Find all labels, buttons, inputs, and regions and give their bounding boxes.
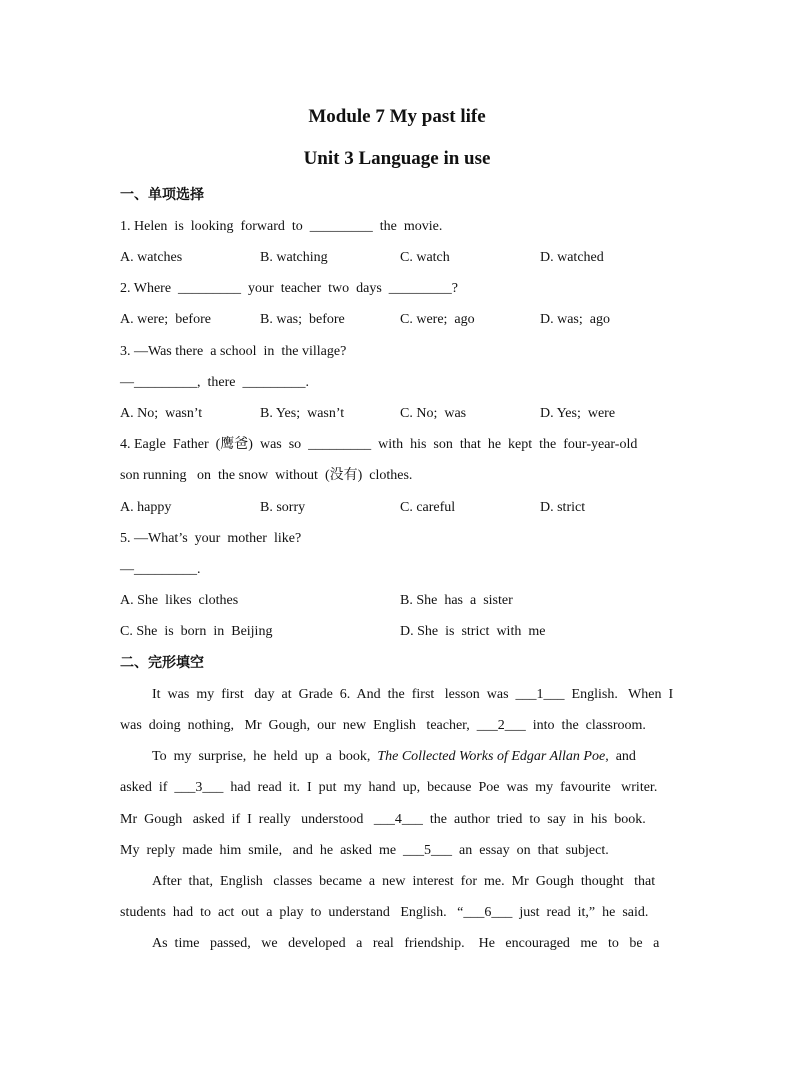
page-title: Module 7 My past life: [308, 106, 486, 127]
section-heading-cloze: 二、完形填空: [120, 655, 204, 671]
cloze-p2-line-2: asked if ___3___ had read it. I put my hand up, because Poe was my favourite writer.: [120, 780, 658, 795]
book-title: The Collected Works of Edgar Allan Poe: [377, 749, 606, 764]
question-2: 2. Where _________ your teacher two days _________?: [120, 281, 458, 296]
q2-option-b: B. was; before: [260, 312, 345, 327]
q2-option-d: D. was; ago: [540, 312, 610, 327]
cloze-p1-line-2: was doing nothing, Mr Gough, our new English teacher, ___2___ into the classroom.: [120, 718, 646, 733]
q4-option-a: A. happy: [120, 500, 172, 515]
q1-option-b: B. watching: [260, 250, 328, 265]
question-5-answer-line: —_________.: [120, 562, 201, 577]
cloze-p1-line-1: It was my first day at Grade 6. And the first lesson was ___1___ English. When I: [152, 687, 674, 702]
question-4-continued: son running on the snow without (没有) clothes.: [120, 468, 413, 483]
cloze-p2-text-b: , and: [605, 749, 636, 764]
cloze-p4-line-1: As time passed, we developed a real friendship. He encouraged me to be a: [152, 936, 660, 951]
cloze-p2-line-1: [152, 748, 636, 766]
question-1: 1. Helen is looking forward to _________ the movie.: [120, 219, 443, 234]
question-4: 4. Eagle Father (鹰爸) was so _________ with his son that he kept the four-year-old: [120, 437, 638, 452]
page-subtitle: Unit 3 Language in use: [303, 148, 491, 169]
question-3-answer-line: —_________, there _________.: [120, 375, 309, 390]
q3-option-d: D. Yes; were: [540, 406, 616, 421]
q4-option-c: C. careful: [400, 500, 456, 515]
cloze-p2-line-4: My reply made him smile, and he asked me ___5___ an essay on that subject.: [120, 843, 609, 858]
cloze-p2-line-3: Mr Gough asked if I really understood ___4___ the author tried to say in his book.: [120, 812, 646, 827]
cloze-p2-text-a: To my surprise, he held up a book,: [152, 749, 378, 764]
section-heading-multiple-choice: 一、单项选择: [120, 187, 204, 203]
q1-option-c: C. watch: [400, 250, 450, 265]
q5-option-c: C. She is born in Beijing: [120, 624, 273, 639]
q5-option-b: B. She has a sister: [400, 593, 513, 608]
q5-option-a: A. She likes clothes: [120, 593, 239, 608]
q1-option-d: D. watched: [540, 250, 604, 265]
q1-option-a: A. watches: [120, 250, 183, 265]
question-3: 3. —Was there a school in the village?: [120, 344, 347, 359]
q5-option-d: D. She is strict with me: [400, 624, 546, 639]
q2-option-c: C. were; ago: [400, 312, 475, 327]
cloze-p3-line-2: students had to act out a play to understand English. “___6___ just read it,” he said.: [120, 905, 649, 920]
question-5: 5. —What’s your mother like?: [120, 531, 302, 546]
cloze-p3-line-1: After that, English classes became a new interest for me. Mr Gough thought that: [152, 874, 656, 889]
q3-option-b: B. Yes; wasn’t: [260, 406, 345, 421]
q2-option-a: A. were; before: [120, 312, 211, 327]
q4-option-b: B. sorry: [260, 500, 306, 515]
q3-option-a: A. No; wasn’t: [120, 406, 203, 421]
q3-option-c: C. No; was: [400, 406, 467, 421]
q4-option-d: D. strict: [540, 500, 586, 515]
